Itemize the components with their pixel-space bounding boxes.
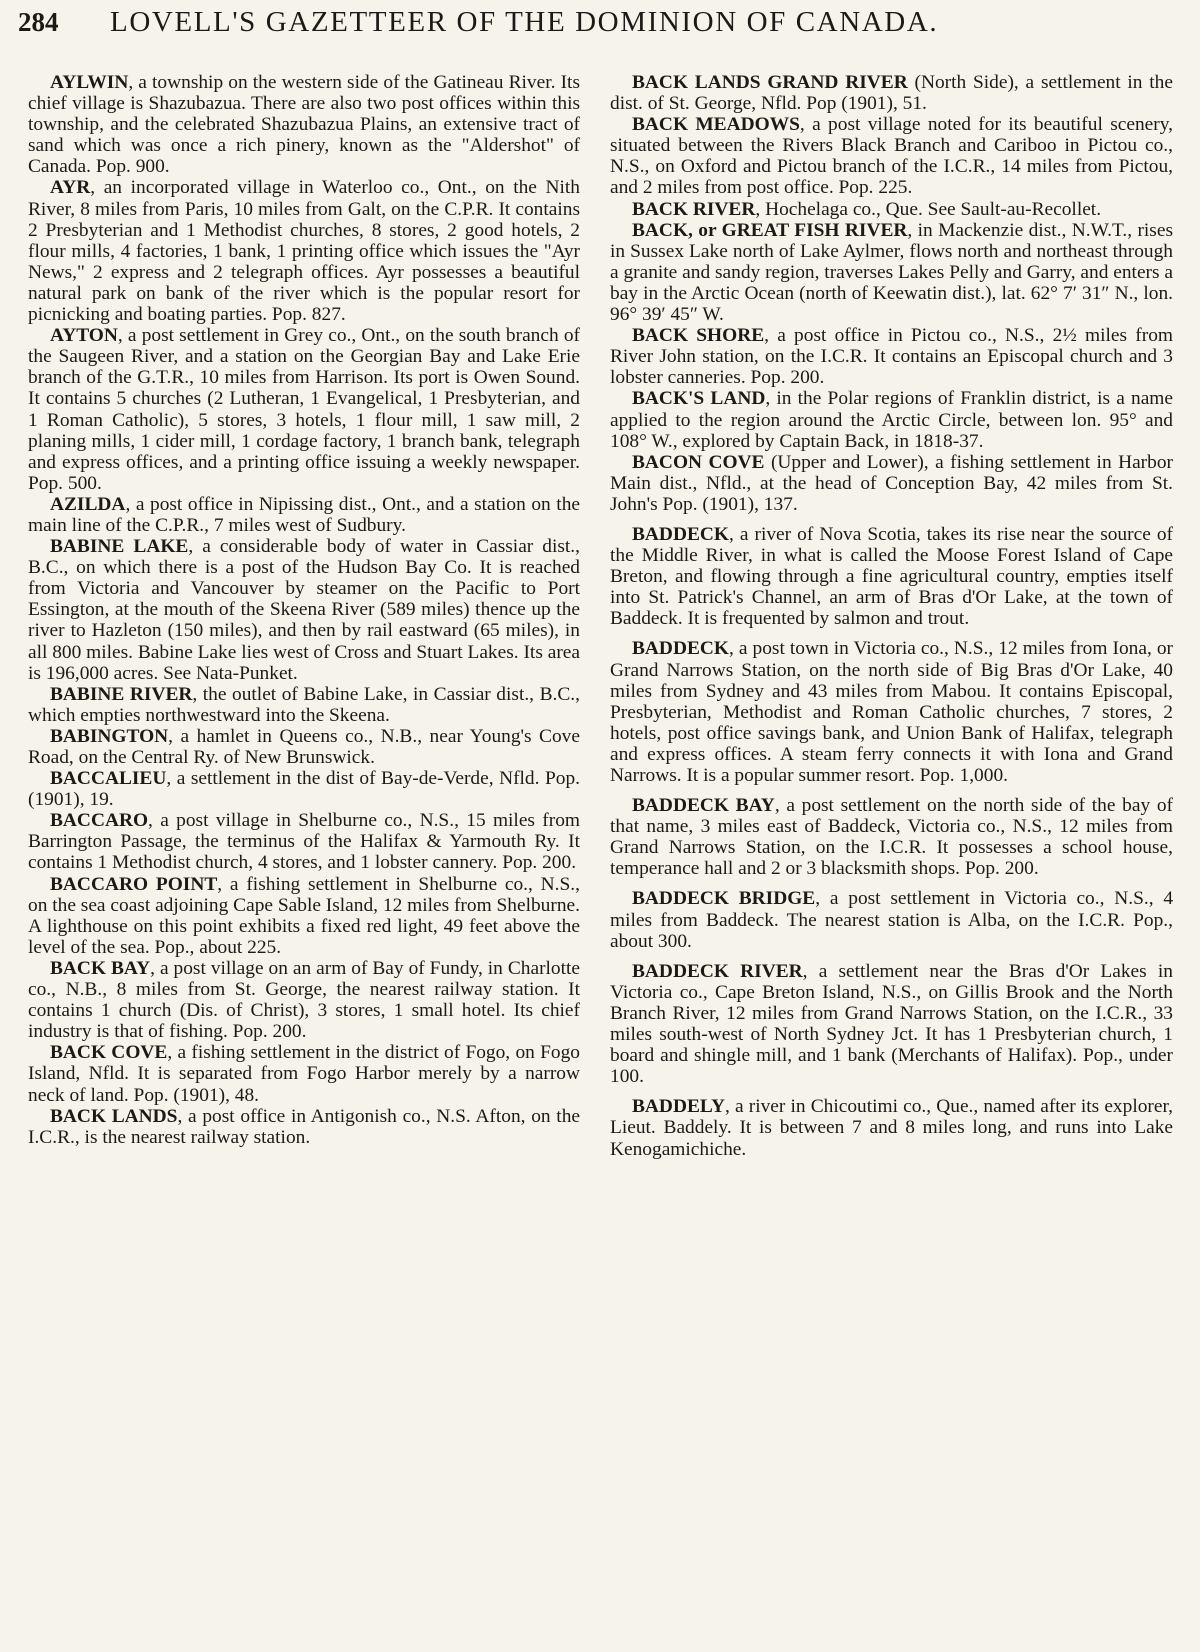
right-column (610, 72, 1173, 1632)
entry-headword: BADDECK RIVER (632, 960, 803, 982)
entry-text: , a post village on an arm of Bay of Fundy, in Charlotte co., N.B., 8 miles from St. George, the nearest railway station. It contains 1 church (Dis. of Christ), 3 stores, 1 small hotel. Its chief industry is that of fishing. Pop. 200. (28, 957, 580, 1043)
gazetteer-entry (610, 1096, 1173, 1159)
entry-text: , a post office in Nipissing dist., Ont., and a station on the main line of the C.P.R., 7 miles west of Sudbury. (28, 493, 580, 536)
gazetteer-entry (610, 888, 1173, 951)
entry-text: (North Side), a settlement in the dist. of St. George, Nfld. Pop (1901), 51. (610, 72, 1173, 115)
entry-text: , a settlement in the dist of Bay-de-Verde, Nfld. Pop. (1901), 19. (28, 768, 580, 811)
entry-text: , a post office in Pictou co., N.S., 2½ miles from River John station, on the I.C.R. It contains an Episcopal church and 3 lobster canneries. Pop. 200. (610, 325, 1173, 389)
entry-headword: BACK BAY (50, 957, 151, 979)
entry-headword: BACCARO POINT (50, 873, 218, 895)
entry-headword: BADDECK (632, 523, 729, 545)
gazetteer-entry (28, 684, 580, 726)
entry-headword: BABINE RIVER (50, 683, 193, 705)
gazetteer-entry (610, 452, 1173, 515)
entry-text: , a hamlet in Queens co., N.B., near Young's Cove Road, on the Central Ry. of New Brunswick. (28, 725, 580, 768)
entry-headword: BACK SHORE (632, 325, 765, 347)
entry-headword: BADDECK BRIDGE (632, 888, 816, 910)
gazetteer-entry (28, 494, 580, 536)
entry-text: (Upper and Lower), a fishing settlement in Harbor Main dist., Nfld., at the head of Conception Bay, 42 miles from St. John's Pop. (1901), 137. (610, 451, 1173, 515)
entry-text: , a settlement near the Bras d'Or Lakes in Victoria co., Cape Breton Island, N.S., on Gillis Brook and the North Branch River, 12 miles from Grand Narrows Station, on the I.C.R., 33 miles south-west of North Sydney Jct. It has 1 Presbyterian church, 1 board and shingle mill, and 1 bank (Merchants of Halifax). Pop., under 100. (610, 960, 1173, 1088)
entry-headword: BACK RIVER (632, 198, 756, 220)
entry-headword: BABINGTON (50, 725, 169, 747)
page-number: 284 (18, 7, 59, 37)
entry-headword: BACON COVE (632, 451, 765, 473)
entry-headword: BACK COVE (50, 1042, 168, 1064)
entry-text: , a post village in Shelburne co., N.S., 15 miles from Barrington Passage, the terminus of the Halifax & Yarmouth Ry. It contains 1 Methodist church, 4 stores, and 1 lobster cannery. Pop. 200. (28, 810, 580, 874)
gazetteer-entry (610, 524, 1173, 629)
entry-text: , in the Polar regions of Franklin district, is a name applied to the region around the Arctic Circle, between lon. 95° and 108° W., explored by Captain Back, in 1818-37. (610, 388, 1173, 452)
entry-text: , in Mackenzie dist., N.W.T., rises in Sussex Lake north of Lake Aylmer, flows north and northeast through a granite and sandy region, traverses Lakes Pelly and Garry, and enters a bay in the Arctic Ocean (north of Keewatin dist.), lat. 62° 7′ 31″ N., lon. 96° 39′ 45″ W. (610, 219, 1173, 326)
gazetteer-entry (28, 177, 580, 325)
entry-headword: AYTON (50, 325, 118, 347)
entry-text: , a river in Chicoutimi co., Que., named after its explorer, Lieut. Baddely. It is between 7 and 8 miles long, and runs into Lake Kenogamichiche. (610, 1096, 1173, 1160)
gazetteer-entry (28, 1042, 580, 1105)
entry-text: , a fishing settlement in Shelburne co., N.S., on the sea coast adjoining Cape Sable Island, 12 miles from Shelburne. A lighthouse on this point exhibits a fixed red light, 49 feet above the level of the sea. Pop., about 225. (28, 873, 580, 958)
running-title: LOVELL'S GAZETTEER OF THE DOMINION OF CANADA. (110, 6, 939, 38)
gazetteer-entry (610, 325, 1173, 388)
entry-text: , a post town in Victoria co., N.S., 12 miles from Iona, or Grand Narrows Station, on the north side of Big Bras d'Or Lake, 40 miles from Sydney and 43 miles from Mabou. It contains Episcopal, Presbyterian, Methodist and Roman Catholic churches, 7 stores, 2 hotels, post office savings bank, and Union Bank of Halifax, telegraph and express offices. A steam ferry connects it with Iona and Grand Narrows. It is a popular summer resort. Pop. 1,000. (610, 638, 1173, 786)
entry-text: , a fishing settlement in the district of Fogo, on Fogo Island, Nfld. It is separated from Fogo Harbor merely by a narrow neck of land. Pop. (1901), 48. (28, 1042, 580, 1106)
page-header (18, 6, 1182, 50)
gazetteer-entry (610, 388, 1173, 451)
entry-text: , a township on the western side of the Gatineau River. Its chief village is Shazubazua. There are also two post offices within this township, and the celebrated Shazubazua Plains, an extensive tract of sand which was once a rich pinery, known as the "Aldershot" of Canada. Pop. 900. (28, 72, 580, 178)
left-column (28, 72, 580, 1632)
entry-headword: BADDECK BAY (632, 795, 775, 817)
gazetteer-entry (610, 199, 1173, 220)
entry-headword: BABINE LAKE (50, 536, 189, 558)
entry-text: , a post village noted for its beautiful scenery, situated between the Rivers Black Branch and Cariboo in Pictou co., N.S., on Oxford and Pictou branch of the I.C.R., 14 miles from Pictou, and 2 miles from post office. Pop. 225. (610, 114, 1173, 199)
entry-text: , the outlet of Babine Lake, in Cassiar dist., B.C., which empties northwestward into the Skeena. (28, 683, 580, 726)
entry-text: , a considerable body of water in Cassiar dist., B.C., on which there is a post of the Hudson Bay Co. It is reached from Victoria and Vancouver by steamer on the Pacific to Port Essington, at the mouth of the Skeena River (589 miles) thence up the river to Hazleton (150 miles), and then by rail eastward (65 miles), in all 800 miles. Babine Lake lies west of Cross and Stuart Lakes. Its area is 196,000 acres. See Nata-Punket. (28, 536, 580, 684)
entry-text: , a post settlement on the north side of the bay of that name, 3 miles east of Baddeck, Victoria co., N.S., 12 miles from Grand Narrows Station, on the I.C.R. It possesses a school house, temperance hall and 2 or 3 blacksmith shops. Pop. 200. (610, 795, 1173, 880)
entry-text: , an incorporated village in Waterloo co., Ont., on the Nith River, 8 miles from Paris, 10 miles from Galt, on the C.P.R. It contains 2 Presbyterian and 1 Methodist churches, 8 stores, 2 good hotels, 2 flour mills, 4 factories, 1 bank, 1 printing office which issues the "Ayr News," 2 express and 2 telegraph offices. Ayr possesses a beautiful natural park on bank of the river which is the popular resort for picnicking and boating parties. Pop. 827. (28, 177, 580, 326)
entry-text: , Hochelaga co., Que. See Sault-au-Recollet. (755, 198, 1102, 220)
entry-headword: AYLWIN (50, 72, 129, 93)
entry-headword: BACK'S LAND (632, 388, 766, 410)
gazetteer-entry (28, 1106, 580, 1148)
gazetteer-entry (28, 810, 580, 873)
entry-headword: BADDECK (632, 638, 729, 660)
entry-headword: BACK, or GREAT FISH RIVER (632, 219, 908, 241)
entry-headword: BADDELY (632, 1096, 726, 1118)
entry-headword: AYR (50, 177, 91, 199)
gazetteer-entry (28, 72, 580, 177)
gazetteer-entry (610, 795, 1173, 879)
gazetteer-entry (28, 768, 580, 810)
gazetteer-entry (28, 536, 580, 684)
entry-headword: BACK LANDS (50, 1105, 178, 1127)
gazetteer-entry (28, 958, 580, 1042)
gazetteer-entry (28, 325, 580, 494)
entry-headword: AZILDA (50, 493, 126, 515)
gazetteer-entry (610, 220, 1173, 325)
gazetteer-entry (610, 638, 1173, 786)
entry-headword: BACK LANDS GRAND RIVER (632, 72, 908, 93)
entry-text: , a river of Nova Scotia, takes its rise near the source of the Middle River, in what is called the Moose Forest Island of Cape Breton, and flowing through a fine agricultural country, empties itself into St. Patrick's Channel, an arm of Bras d'Or Lake, at the town of Baddeck. It is frequented by salmon and trout. (610, 523, 1173, 630)
entry-headword: BACK MEADOWS (632, 114, 800, 136)
gazetteer-entry (28, 874, 580, 958)
gazetteer-entry (610, 961, 1173, 1088)
entry-text: , a post settlement in Victoria co., N.S., 4 miles from Baddeck. The nearest station is Alba, on the I.C.R. Pop., about 300. (610, 888, 1173, 952)
entry-headword: BACCARO (50, 810, 149, 832)
entry-text: , a post office in Antigonish co., N.S. Afton, on the I.C.R., is the nearest railway station. (28, 1105, 580, 1148)
gazetteer-entry (610, 72, 1173, 114)
entry-headword: BACCALIEU (50, 768, 167, 790)
gazetteer-entry (28, 726, 580, 768)
gazetteer-entry (610, 114, 1173, 198)
entry-text: , a post settlement in Grey co., Ont., on the south branch of the Saugeen River, and a station on the Georgian Bay and Lake Erie branch of the G.T.R., 10 miles from Harrison. Its port is Owen Sound. It contains 5 churches (2 Lutheran, 1 Evangelical, 1 Presbyterian, and 1 Roman Catholic), 5 stores, 3 hotels, 1 flour mill, 1 saw mill, 2 planing mills, 1 cider mill, 1 cordage factory, 1 branch bank, telegraph and express offices, and a printing office issuing a weekly newspaper. Pop. 500. (28, 325, 580, 494)
